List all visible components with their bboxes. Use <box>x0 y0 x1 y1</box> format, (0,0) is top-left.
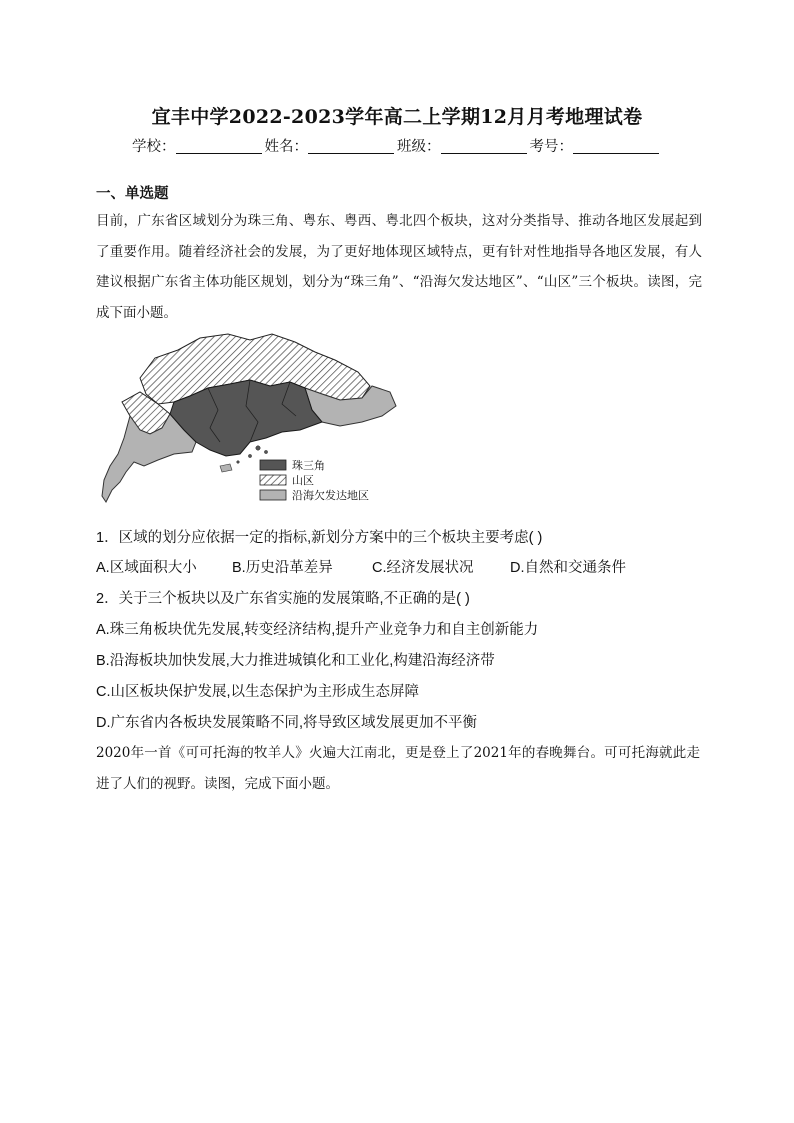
legend-swatch-pearl-river-delta <box>260 460 286 470</box>
island-marker <box>264 450 267 453</box>
question-2-option-b: B.沿海板块加快发展,大力推进城镇化和工业化,构建沿海经济带 <box>96 653 495 669</box>
legend-swatch-coastal <box>260 490 286 500</box>
island-marker <box>220 464 232 472</box>
island-marker <box>237 461 240 464</box>
island-marker <box>256 446 260 450</box>
question-1-option-d: D.自然和交通条件 <box>510 560 626 576</box>
question-1-option-a: A.区域面积大小 <box>96 560 197 576</box>
legend-label-coastal: 沿海欠发达地区 <box>292 489 369 502</box>
school-blank <box>176 138 262 154</box>
exam-no-label: 考号： <box>529 139 573 155</box>
question-1-options <box>96 556 626 577</box>
question-2-option-d: D.广东省内各板块发展策略不同,将导致区域发展更加不平衡 <box>96 715 478 731</box>
question-2-stem: 2．关于三个板块以及广东省实施的发展策略,不正确的是( ) <box>96 591 470 607</box>
exam-title: 宜丰中学2022-2023学年高二上学期12月月考地理试卷 <box>151 106 643 128</box>
class-label: 班级： <box>397 139 441 155</box>
student-info-line <box>0 135 794 156</box>
question-1-option-c: C.经济发展状况 <box>372 560 474 576</box>
name-label: 姓名： <box>264 139 308 155</box>
name-blank <box>308 138 394 154</box>
exam-no-blank <box>573 138 659 154</box>
guangdong-region-map <box>100 330 400 510</box>
question-1-stem: 1．区域的划分应依据一定的指标,新划分方案中的三个板块主要考虑( ) <box>96 530 543 546</box>
question-2-option-c: C.山区板块保护发展,以生态保护为主形成生态屏障 <box>96 684 420 700</box>
school-label: 学校： <box>132 139 176 155</box>
question-1-option-b: B.历史沿革差异 <box>232 560 333 576</box>
question-2-option-a: A.珠三角板块优先发展,转变经济结构,提升产业竞争力和自主创新能力 <box>96 622 539 638</box>
map-legend <box>260 458 369 502</box>
section-heading: 一、单选题 <box>96 186 169 202</box>
island-marker <box>248 454 251 457</box>
intro-paragraph: 目前，广东省区域划分为珠三角、粤东、粤西、粤北四个板块，这对分类指导、推动各地区发展起到了重要作用。随着经济社会的发展，为了更好地体现区域特点，更有针对性地指导各地区发展，有人建议根据广东省主体功能区规划，划分为“珠三角”、“沿海欠发达地区”、“山区”三个板块。读图，完成下面小题。 <box>96 213 702 321</box>
intro-paragraph-2: 2020年一首《可可托海的牧羊人》火遍大江南北，更是登上了2021年的春晚舞台。可可托海就此走进了人们的视野。读图，完成下面小题。 <box>96 745 700 792</box>
legend-label-mountain: 山区 <box>292 474 314 487</box>
legend-swatch-mountain <box>260 475 286 485</box>
legend-label-pearl-river-delta: 珠三角 <box>292 459 325 472</box>
class-blank <box>441 138 527 154</box>
